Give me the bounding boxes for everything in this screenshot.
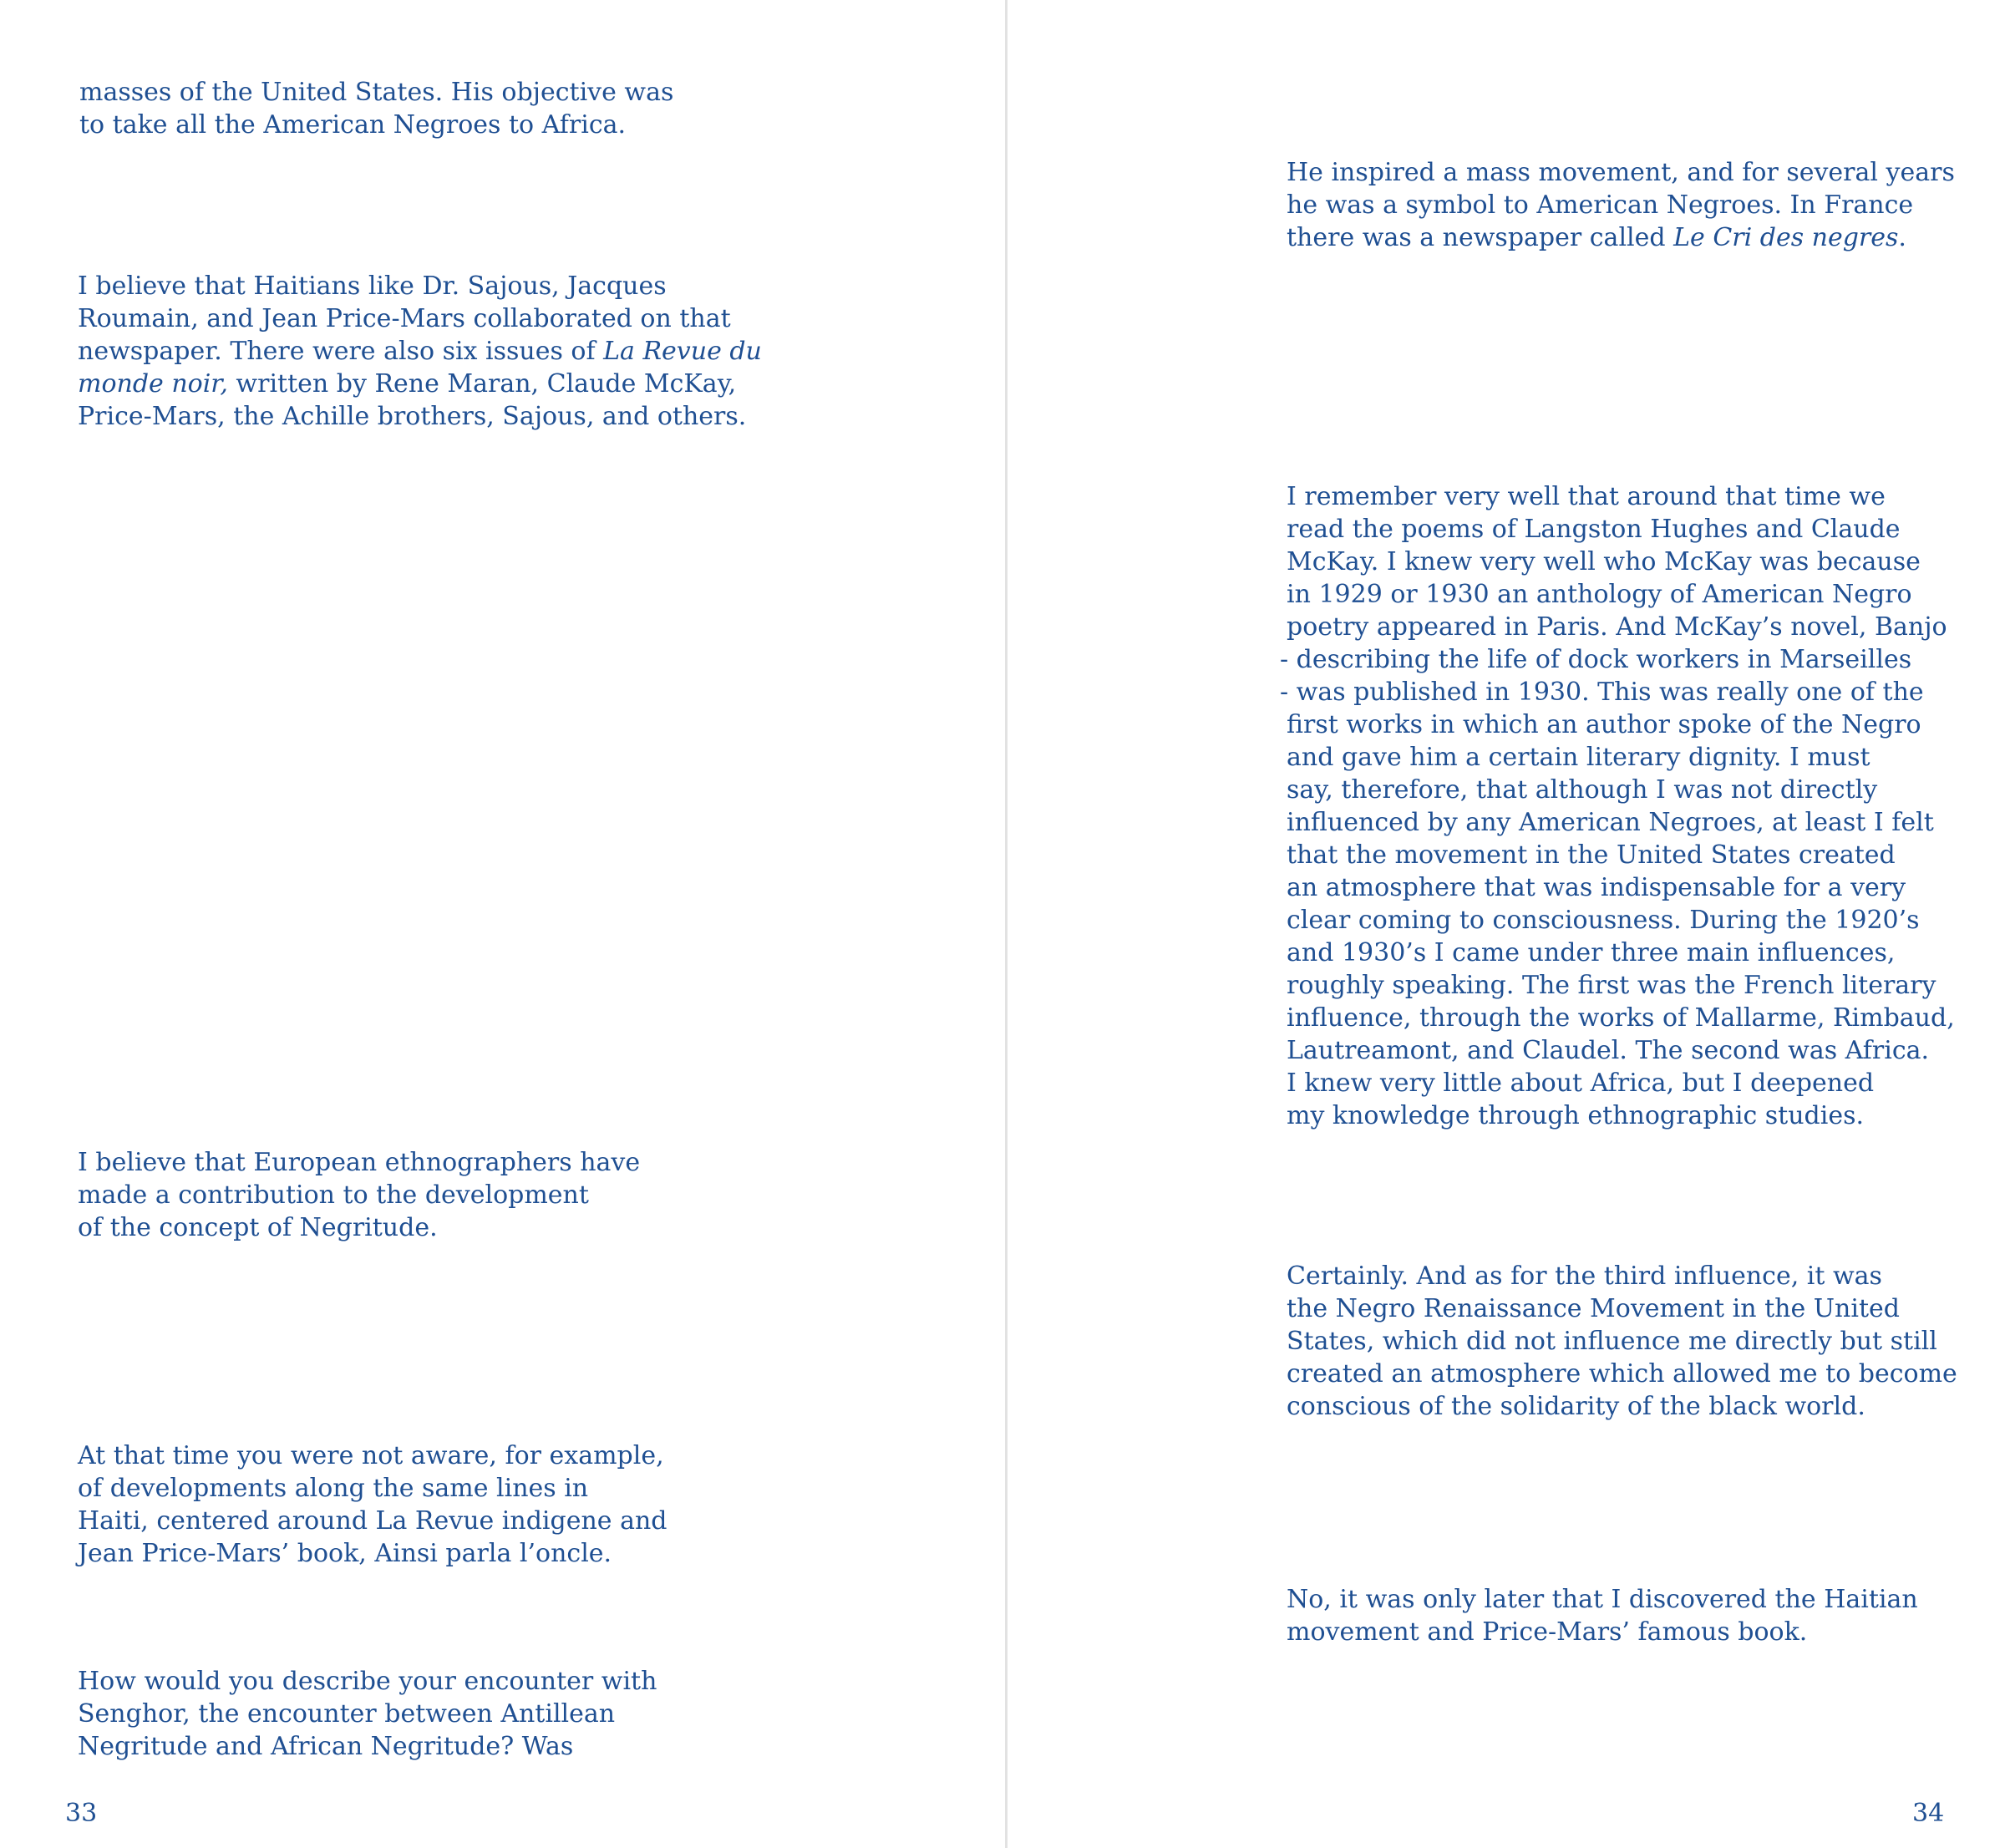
text-line: How would you describe your encounter with bbox=[78, 1667, 657, 1696]
text-line: in 1929 or 1930 an anthology of American Negro bbox=[1287, 580, 1912, 609]
text-line: Jean Price-Mars’ book, Ainsi parla l’oncle. bbox=[78, 1539, 612, 1568]
page-number-left: 33 bbox=[65, 1799, 98, 1828]
text-line: clear coming to consciousness. During the 1920’s bbox=[1287, 906, 1920, 935]
paragraph-not-aware bbox=[78, 1439, 667, 1570]
text-line: an atmosphere that was indispensable for a very bbox=[1287, 873, 1906, 902]
text-line: Negritude and African Negritude? Was bbox=[78, 1732, 574, 1761]
text-run: . bbox=[1898, 223, 1906, 252]
text-line: of developments along the same lines in bbox=[78, 1474, 589, 1503]
italic-title: La Revue du bbox=[603, 337, 762, 366]
text-line: he was a symbol to American Negroes. In France bbox=[1287, 190, 1914, 220]
text-line: made a contribution to the development bbox=[78, 1180, 589, 1210]
paragraph-remember bbox=[1280, 480, 1955, 1132]
text-line: that the movement in the United States created bbox=[1287, 840, 1896, 870]
paragraph-only-later bbox=[1287, 1583, 1918, 1648]
text-line: He inspired a mass movement, and for several years bbox=[1287, 158, 1955, 187]
text-line: Price-Mars, the Achille brothers, Sajous, and others. bbox=[78, 402, 747, 431]
text-line: and gave him a certain literary dignity. I must bbox=[1287, 743, 1870, 772]
text-line: first works in which an author spoke of the Negro bbox=[1287, 710, 1921, 739]
text-line: - was published in 1930. This was really one of the bbox=[1280, 678, 1924, 707]
text-line: roughly speaking. The first was the French literary bbox=[1287, 971, 1936, 1000]
paragraph-haitians bbox=[78, 270, 762, 433]
text-line: Senghor, the encounter between Antillean bbox=[78, 1699, 616, 1729]
text-line bbox=[78, 335, 762, 368]
text-line: poetry appeared in Paris. And McKay’s novel, Banjo bbox=[1287, 612, 1947, 642]
right-page bbox=[1008, 0, 2005, 1848]
page-number-right: 34 bbox=[1912, 1799, 1945, 1828]
text-line: Haiti, centered around La Revue indigene and bbox=[78, 1506, 667, 1536]
text-line: created an atmosphere which allowed me to become bbox=[1287, 1359, 1957, 1389]
italic-title: monde noir, bbox=[78, 369, 228, 399]
paragraph-ethnographers bbox=[78, 1146, 640, 1244]
text-line: Lautreamont, and Claudel. The second was Africa. bbox=[1287, 1036, 1930, 1065]
text-line: to take all the American Negroes to Africa. bbox=[79, 110, 627, 140]
text-line: I believe that Haitians like Dr. Sajous, Jacques bbox=[78, 272, 667, 301]
text-line: influence, through the works of Mallarme, Rimbaud, bbox=[1287, 1003, 1955, 1033]
text-line: I remember very well that around that time we bbox=[1287, 482, 1886, 511]
text-line bbox=[1287, 221, 1955, 254]
paragraph-mass-movement bbox=[1287, 156, 1955, 254]
text-run: there was a newspaper called bbox=[1287, 223, 1674, 252]
text-line: At that time you were not aware, for example, bbox=[78, 1441, 664, 1470]
text-line: of the concept of Negritude. bbox=[78, 1213, 438, 1242]
text-line: - describing the life of dock workers in Marseilles bbox=[1280, 645, 1912, 674]
text-line: influenced by any American Negroes, at least I felt bbox=[1287, 808, 1934, 837]
text-line: States, which did not influence me directly but still bbox=[1287, 1327, 1937, 1356]
text-run: written by Rene Maran, Claude McKay, bbox=[227, 369, 737, 399]
text-line: the Negro Renaissance Movement in the United bbox=[1287, 1294, 1900, 1323]
text-line: Roumain, and Jean Price-Mars collaborated on that bbox=[78, 304, 731, 333]
text-line: I believe that European ethnographers have bbox=[78, 1148, 641, 1177]
text-line: my knowledge through ethnographic studies. bbox=[1287, 1101, 1865, 1130]
paragraph-masses bbox=[79, 76, 673, 141]
italic-title: Le Cri des negres bbox=[1673, 223, 1899, 252]
text-run: newspaper. There were also six issues of bbox=[78, 337, 604, 366]
text-line: Certainly. And as for the third influence, it was bbox=[1287, 1262, 1882, 1291]
paragraph-encounter bbox=[78, 1665, 657, 1763]
text-line: McKay. I knew very well who McKay was because bbox=[1287, 547, 1921, 576]
text-line: say, therefore, that although I was not directly bbox=[1287, 775, 1878, 805]
text-line: movement and Price-Mars’ famous book. bbox=[1287, 1617, 1808, 1647]
paragraph-certainly bbox=[1287, 1260, 1957, 1423]
text-line: I knew very little about Africa, but I deepened bbox=[1287, 1069, 1875, 1098]
text-line: read the poems of Langston Hughes and Claude bbox=[1287, 515, 1901, 544]
text-line: and 1930’s I came under three main influences, bbox=[1287, 938, 1896, 967]
text-line: No, it was only later that I discovered the Haitian bbox=[1287, 1585, 1918, 1614]
text-line bbox=[78, 368, 762, 400]
text-line: masses of the United States. His objective was bbox=[79, 78, 674, 107]
text-line: conscious of the solidarity of the black world. bbox=[1287, 1392, 1865, 1421]
